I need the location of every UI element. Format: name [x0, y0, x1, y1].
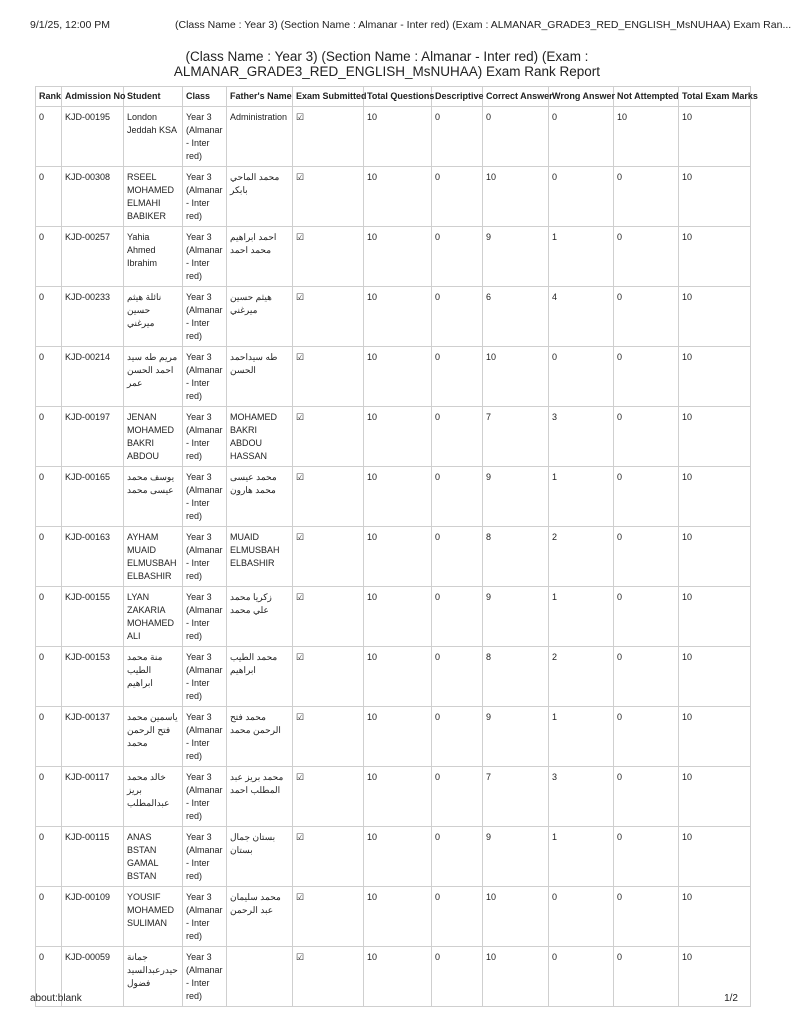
- admission-no-cell: KJD-00115: [62, 827, 124, 887]
- admission-no-cell: KJD-00163: [62, 527, 124, 587]
- column-header-wrong-answer: Wrong Answer: [549, 87, 614, 107]
- admission-no-cell: KJD-00165: [62, 467, 124, 527]
- not-attempted-cell: 0: [614, 527, 679, 587]
- table-row: [36, 107, 751, 167]
- class-cell: Year 3 (Almanar - Inter red): [183, 347, 227, 407]
- table-row: [36, 407, 751, 467]
- class-cell: Year 3 (Almanar - Inter red): [183, 587, 227, 647]
- exam-submitted-check-icon: ☑: [293, 287, 364, 347]
- descriptive-cell: 0: [432, 287, 483, 347]
- not-attempted-cell: 0: [614, 467, 679, 527]
- descriptive-cell: 0: [432, 827, 483, 887]
- class-cell: Year 3 (Almanar - Inter red): [183, 467, 227, 527]
- wrong-answer-cell: 1: [549, 587, 614, 647]
- column-header-correct-answer: Correct Answer: [483, 87, 549, 107]
- exam-submitted-check-icon: ☑: [293, 407, 364, 467]
- exam-submitted-check-icon: ☑: [293, 347, 364, 407]
- correct-answer-cell: 10: [483, 347, 549, 407]
- descriptive-cell: 0: [432, 647, 483, 707]
- not-attempted-cell: 0: [614, 227, 679, 287]
- exam-submitted-check-icon: ☑: [293, 947, 364, 1007]
- column-header-rank: Rank: [36, 87, 62, 107]
- fathers-name-cell: محمد سليمان عبد الرحمن: [227, 887, 293, 947]
- exam-submitted-check-icon: ☑: [293, 227, 364, 287]
- correct-answer-cell: 6: [483, 287, 549, 347]
- not-attempted-cell: 10: [614, 107, 679, 167]
- print-page-title: (Class Name : Year 3) (Section Name : Almanar - Inter red) (Exam : ALMANAR_GRADE3_RED_ENGLISH_MsNUHAA) Exam Ran...: [175, 19, 791, 31]
- student-cell: مريم طه سيد احمد الحسن عمر: [124, 347, 183, 407]
- page-number: 1/2: [724, 993, 738, 1004]
- student-cell: جمانة حيدرعبدالسيد فضول: [124, 947, 183, 1007]
- student-cell: ياسمين محمد فتح الرحمن محمد: [124, 707, 183, 767]
- table-row: [36, 587, 751, 647]
- admission-no-cell: KJD-00214: [62, 347, 124, 407]
- class-cell: Year 3 (Almanar - Inter red): [183, 107, 227, 167]
- rank-cell: 0: [36, 887, 62, 947]
- fathers-name-cell: محمد عيسى محمد هارون: [227, 467, 293, 527]
- student-cell: خالد محمد بريز عبدالمطلب: [124, 767, 183, 827]
- correct-answer-cell: 9: [483, 467, 549, 527]
- descriptive-cell: 0: [432, 707, 483, 767]
- wrong-answer-cell: 0: [549, 887, 614, 947]
- total-exam-marks-cell: 10: [679, 947, 751, 1007]
- exam-submitted-check-icon: ☑: [293, 707, 364, 767]
- total-questions-cell: 10: [364, 227, 432, 287]
- correct-answer-cell: 0: [483, 107, 549, 167]
- admission-no-cell: KJD-00117: [62, 767, 124, 827]
- total-exam-marks-cell: 10: [679, 587, 751, 647]
- wrong-answer-cell: 1: [549, 227, 614, 287]
- admission-no-cell: KJD-00153: [62, 647, 124, 707]
- total-exam-marks-cell: 10: [679, 347, 751, 407]
- fathers-name-cell: محمد الطيب ابراهيم: [227, 647, 293, 707]
- exam-submitted-check-icon: ☑: [293, 107, 364, 167]
- not-attempted-cell: 0: [614, 827, 679, 887]
- descriptive-cell: 0: [432, 407, 483, 467]
- descriptive-cell: 0: [432, 167, 483, 227]
- admission-no-cell: KJD-00233: [62, 287, 124, 347]
- student-cell: YOUSIF MOHAMED SULIMAN: [124, 887, 183, 947]
- class-cell: Year 3 (Almanar - Inter red): [183, 947, 227, 1007]
- rank-cell: 0: [36, 767, 62, 827]
- table-header-row: [36, 87, 751, 107]
- student-cell: JENAN MOHAMED BAKRI ABDOU: [124, 407, 183, 467]
- column-header-class: Class: [183, 87, 227, 107]
- total-questions-cell: 10: [364, 587, 432, 647]
- not-attempted-cell: 0: [614, 767, 679, 827]
- column-header-total-exam-marks: Total Exam Marks: [679, 87, 751, 107]
- wrong-answer-cell: 2: [549, 527, 614, 587]
- fathers-name-cell: زكريا محمد علي محمد: [227, 587, 293, 647]
- wrong-answer-cell: 1: [549, 827, 614, 887]
- fathers-name-cell: Administration: [227, 107, 293, 167]
- correct-answer-cell: 9: [483, 707, 549, 767]
- print-url: about:blank: [30, 993, 82, 1004]
- admission-no-cell: KJD-00197: [62, 407, 124, 467]
- total-questions-cell: 10: [364, 527, 432, 587]
- total-questions-cell: 10: [364, 107, 432, 167]
- rank-cell: 0: [36, 167, 62, 227]
- column-header-descriptive: Descriptive: [432, 87, 483, 107]
- rank-cell: 0: [36, 527, 62, 587]
- fathers-name-cell: محمد الماحي بابكر: [227, 167, 293, 227]
- admission-no-cell: KJD-00059: [62, 947, 124, 1007]
- fathers-name-cell: هيثم حسين ميرغني: [227, 287, 293, 347]
- class-cell: Year 3 (Almanar - Inter red): [183, 707, 227, 767]
- table-row: [36, 227, 751, 287]
- fathers-name-cell: محمد بريز عبد المطلب احمد: [227, 767, 293, 827]
- correct-answer-cell: 9: [483, 587, 549, 647]
- class-cell: Year 3 (Almanar - Inter red): [183, 827, 227, 887]
- rank-report-table: [35, 86, 758, 1007]
- descriptive-cell: 0: [432, 227, 483, 287]
- fathers-name-cell: MUAID ELMUSBAH ELBASHIR: [227, 527, 293, 587]
- student-cell: LYAN ZAKARIA MOHAMED ALI: [124, 587, 183, 647]
- correct-answer-cell: 9: [483, 227, 549, 287]
- total-questions-cell: 10: [364, 407, 432, 467]
- not-attempted-cell: 0: [614, 347, 679, 407]
- rank-cell: 0: [36, 587, 62, 647]
- descriptive-cell: 0: [432, 527, 483, 587]
- class-cell: Year 3 (Almanar - Inter red): [183, 227, 227, 287]
- admission-no-cell: KJD-00109: [62, 887, 124, 947]
- exam-submitted-check-icon: ☑: [293, 827, 364, 887]
- descriptive-cell: 0: [432, 107, 483, 167]
- not-attempted-cell: 0: [614, 407, 679, 467]
- rank-cell: 0: [36, 827, 62, 887]
- class-cell: Year 3 (Almanar - Inter red): [183, 407, 227, 467]
- exam-submitted-check-icon: ☑: [293, 167, 364, 227]
- rank-cell: 0: [36, 467, 62, 527]
- rank-cell: 0: [36, 107, 62, 167]
- print-header: [30, 19, 791, 33]
- total-exam-marks-cell: 10: [679, 227, 751, 287]
- wrong-answer-cell: 3: [549, 407, 614, 467]
- wrong-answer-cell: 0: [549, 167, 614, 227]
- total-exam-marks-cell: 10: [679, 467, 751, 527]
- total-exam-marks-cell: 10: [679, 707, 751, 767]
- descriptive-cell: 0: [432, 887, 483, 947]
- descriptive-cell: 0: [432, 767, 483, 827]
- total-questions-cell: 10: [364, 467, 432, 527]
- total-questions-cell: 10: [364, 167, 432, 227]
- total-questions-cell: 10: [364, 647, 432, 707]
- table-row: [36, 287, 751, 347]
- admission-no-cell: KJD-00308: [62, 167, 124, 227]
- column-header-total-questions: Total Questions: [364, 87, 432, 107]
- rank-cell: 0: [36, 287, 62, 347]
- class-cell: Year 3 (Almanar - Inter red): [183, 527, 227, 587]
- total-questions-cell: 10: [364, 827, 432, 887]
- fathers-name-cell: [227, 947, 293, 1007]
- rank-cell: 0: [36, 347, 62, 407]
- total-exam-marks-cell: 10: [679, 527, 751, 587]
- fathers-name-cell: بستان جمال بستان: [227, 827, 293, 887]
- total-exam-marks-cell: 10: [679, 767, 751, 827]
- correct-answer-cell: 7: [483, 407, 549, 467]
- fathers-name-cell: احمد ابراهيم محمد احمد: [227, 227, 293, 287]
- student-cell: London Jeddah KSA: [124, 107, 183, 167]
- table-row: [36, 707, 751, 767]
- table-row: [36, 167, 751, 227]
- total-exam-marks-cell: 10: [679, 827, 751, 887]
- student-cell: AYHAM MUAID ELMUSBAH ELBASHIR: [124, 527, 183, 587]
- total-questions-cell: 10: [364, 887, 432, 947]
- exam-submitted-check-icon: ☑: [293, 467, 364, 527]
- not-attempted-cell: 0: [614, 647, 679, 707]
- rank-cell: 0: [36, 227, 62, 287]
- correct-answer-cell: 8: [483, 647, 549, 707]
- column-header-exam-submitted: Exam Submitted: [293, 87, 364, 107]
- rank-cell: 0: [36, 647, 62, 707]
- student-cell: ANAS BSTAN GAMAL BSTAN: [124, 827, 183, 887]
- table-row: [36, 647, 751, 707]
- class-cell: Year 3 (Almanar - Inter red): [183, 167, 227, 227]
- exam-submitted-check-icon: ☑: [293, 647, 364, 707]
- exam-submitted-check-icon: ☑: [293, 587, 364, 647]
- fathers-name-cell: محمد فتح الرحمن محمد: [227, 707, 293, 767]
- column-header-not-attempted: Not Attempted: [614, 87, 679, 107]
- table-row: [36, 947, 751, 1007]
- rank-cell: 0: [36, 407, 62, 467]
- fathers-name-cell: طه سيداحمد الحسن: [227, 347, 293, 407]
- correct-answer-cell: 8: [483, 527, 549, 587]
- total-questions-cell: 10: [364, 347, 432, 407]
- student-cell: نائلة هيثم حسين ميرغني: [124, 287, 183, 347]
- descriptive-cell: 0: [432, 947, 483, 1007]
- not-attempted-cell: 0: [614, 287, 679, 347]
- student-cell: Yahia Ahmed Ibrahim: [124, 227, 183, 287]
- student-cell: RSEEL MOHAMED ELMAHI BABIKER: [124, 167, 183, 227]
- descriptive-cell: 0: [432, 347, 483, 407]
- column-header-fathers-name: Father's Name: [227, 87, 293, 107]
- admission-no-cell: KJD-00195: [62, 107, 124, 167]
- correct-answer-cell: 9: [483, 827, 549, 887]
- correct-answer-cell: 10: [483, 947, 549, 1007]
- total-exam-marks-cell: 10: [679, 407, 751, 467]
- wrong-answer-cell: 4: [549, 287, 614, 347]
- total-questions-cell: 10: [364, 767, 432, 827]
- total-questions-cell: 10: [364, 947, 432, 1007]
- descriptive-cell: 0: [432, 467, 483, 527]
- not-attempted-cell: 0: [614, 167, 679, 227]
- total-exam-marks-cell: 10: [679, 287, 751, 347]
- wrong-answer-cell: 2: [549, 647, 614, 707]
- table-row: [36, 767, 751, 827]
- fathers-name-cell: MOHAMED BAKRI ABDOU HASSAN: [227, 407, 293, 467]
- table-body: [36, 107, 751, 1007]
- table-row: [36, 467, 751, 527]
- total-exam-marks-cell: 10: [679, 887, 751, 947]
- correct-answer-cell: 7: [483, 767, 549, 827]
- table-row: [36, 527, 751, 587]
- wrong-answer-cell: 1: [549, 467, 614, 527]
- table-row: [36, 827, 751, 887]
- not-attempted-cell: 0: [614, 887, 679, 947]
- wrong-answer-cell: 0: [549, 347, 614, 407]
- exam-submitted-check-icon: ☑: [293, 767, 364, 827]
- wrong-answer-cell: 3: [549, 767, 614, 827]
- admission-no-cell: KJD-00137: [62, 707, 124, 767]
- wrong-answer-cell: 1: [549, 707, 614, 767]
- total-questions-cell: 10: [364, 707, 432, 767]
- exam-submitted-check-icon: ☑: [293, 887, 364, 947]
- column-header-student: Student: [124, 87, 183, 107]
- rank-cell: 0: [36, 707, 62, 767]
- correct-answer-cell: 10: [483, 887, 549, 947]
- class-cell: Year 3 (Almanar - Inter red): [183, 767, 227, 827]
- total-exam-marks-cell: 10: [679, 107, 751, 167]
- table-row: [36, 347, 751, 407]
- total-exam-marks-cell: 10: [679, 167, 751, 227]
- not-attempted-cell: 0: [614, 587, 679, 647]
- wrong-answer-cell: 0: [549, 947, 614, 1007]
- total-questions-cell: 10: [364, 287, 432, 347]
- rank-cell: 0: [36, 947, 62, 1007]
- report-title: (Class Name : Year 3) (Section Name : Almanar - Inter red) (Exam : ALMANAR_GRADE3_RED_ENGLISH_MsNUHAA) Exam Rank Report: [173, 49, 601, 79]
- class-cell: Year 3 (Almanar - Inter red): [183, 887, 227, 947]
- student-cell: منة محمد الطيب ابراهيم: [124, 647, 183, 707]
- column-header-admission-no: Admission No: [62, 87, 124, 107]
- admission-no-cell: KJD-00257: [62, 227, 124, 287]
- table-row: [36, 887, 751, 947]
- wrong-answer-cell: 0: [549, 107, 614, 167]
- total-exam-marks-cell: 10: [679, 647, 751, 707]
- not-attempted-cell: 0: [614, 947, 679, 1007]
- not-attempted-cell: 0: [614, 707, 679, 767]
- correct-answer-cell: 10: [483, 167, 549, 227]
- class-cell: Year 3 (Almanar - Inter red): [183, 647, 227, 707]
- class-cell: Year 3 (Almanar - Inter red): [183, 287, 227, 347]
- admission-no-cell: KJD-00155: [62, 587, 124, 647]
- student-cell: يوسف محمد عيسى محمد: [124, 467, 183, 527]
- print-datetime: 9/1/25, 12:00 PM: [30, 19, 110, 31]
- exam-submitted-check-icon: ☑: [293, 527, 364, 587]
- descriptive-cell: 0: [432, 587, 483, 647]
